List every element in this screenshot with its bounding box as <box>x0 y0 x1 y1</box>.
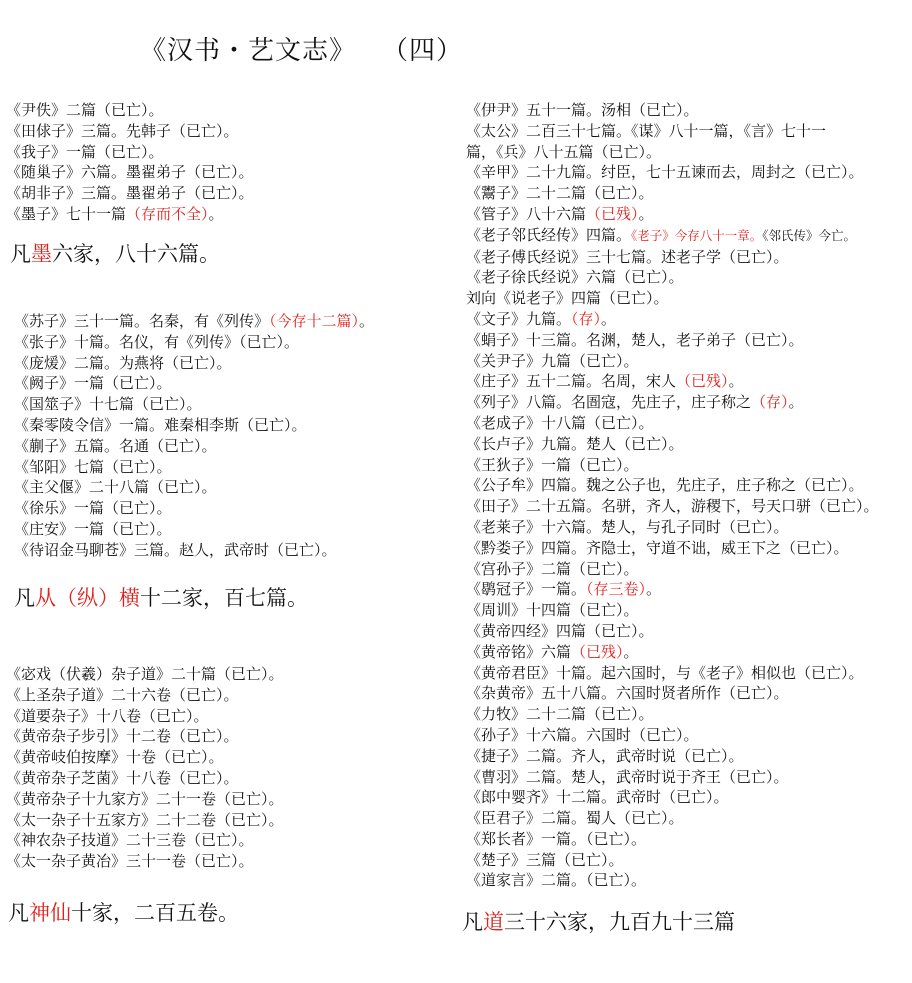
text-segment: 《老子傅氏经说》三十七篇。述老子学（已亡）。 <box>466 247 789 266</box>
entry-line <box>14 540 374 561</box>
entry-line <box>466 162 879 183</box>
text-segment: 《黄帝杂子芝菌》十八卷（已亡）。 <box>6 768 239 787</box>
text-segment: 《郎中婴齐》十二篇。武帝时（已亡）。 <box>466 788 729 807</box>
text-segment: 《黄帝君臣》十篇。起六国时，与《老子》相似也（已亡）。 <box>466 663 864 682</box>
text-segment: 《胡非子》三篇。墨翟弟子（已亡）。 <box>6 184 254 203</box>
text-segment: 《关尹子》九篇（已亡）。 <box>466 351 639 370</box>
text-segment: 《邻氏传》今亡。 <box>762 227 857 243</box>
text-segment: 。 <box>623 642 639 661</box>
text-segment: 《我子》一篇（已亡）。 <box>6 142 164 161</box>
text-segment: 《王狄子》一篇（已亡）。 <box>466 455 639 474</box>
text-segment: 。 <box>359 312 375 330</box>
entry-line <box>466 621 879 642</box>
summary-shenxian <box>8 897 239 927</box>
entry-line <box>466 100 879 121</box>
text-segment: 《黄帝杂子步引》十二卷（已亡）。 <box>6 727 239 746</box>
entry-line <box>466 538 879 559</box>
entry-line <box>466 496 879 517</box>
entry-line <box>466 392 879 413</box>
entry-list <box>14 311 374 561</box>
entry-line <box>6 830 284 851</box>
summary-dao <box>462 906 735 936</box>
highlight-text: 道 <box>483 910 504 934</box>
entry-line <box>466 330 879 351</box>
text-segment: 《伊尹》五十一篇。汤相（已亡）。 <box>466 101 699 119</box>
entry-line <box>6 142 254 163</box>
highlight-text: 神仙 <box>29 901 71 925</box>
text-segment: 凡 <box>14 586 35 610</box>
entry-line <box>466 683 879 704</box>
entry-line <box>466 204 879 225</box>
text-segment: 《田子》二十五篇。名骈，齐人，游稷下，号天口骈（已亡）。 <box>466 497 879 516</box>
entry-line <box>6 121 254 142</box>
highlight-text: 《老子》今存八十一章。 <box>631 227 763 243</box>
entry-line <box>466 309 879 330</box>
entry-line <box>6 706 284 727</box>
entry-list <box>466 100 879 891</box>
text-segment: 《庄安》一篇（已亡）。 <box>14 519 172 538</box>
highlight-text: （已残） <box>586 204 639 223</box>
text-segment: 《郑长者》一篇。（已亡）。 <box>466 829 647 848</box>
summary-mo <box>10 238 220 268</box>
text-segment: 《宓戏（伏羲）杂子道》二十篇（已亡）。 <box>6 665 284 683</box>
entry-line <box>466 288 879 309</box>
entry-line <box>6 162 254 183</box>
text-segment: 《上圣杂子道》二十六卷（已亡）。 <box>6 685 239 704</box>
text-segment: 《孙子》十六篇。六国时（已亡）。 <box>466 725 699 744</box>
entry-line <box>466 600 879 621</box>
entry-line <box>14 457 374 478</box>
entry-line <box>466 121 879 142</box>
text-segment: 。 <box>208 204 224 223</box>
text-segment: 《太一杂子黄冶》三十一卷（已亡）。 <box>6 852 254 871</box>
text-segment: 《臣君子》二篇。蜀人（已亡）。 <box>466 809 684 828</box>
highlight-text: （存） <box>751 393 789 412</box>
text-segment: 《庞煖》二篇。为燕将（已亡）。 <box>14 353 232 372</box>
entry-line <box>14 311 374 332</box>
text-segment: 凡 <box>8 901 29 925</box>
section-mo <box>6 100 254 225</box>
entry-list <box>6 100 254 225</box>
entry-line <box>466 267 879 288</box>
text-segment: 《楚子》三篇（已亡）。 <box>466 850 624 869</box>
text-segment: 《神农杂子技道》二十三卷（已亡）。 <box>6 831 254 850</box>
highlight-text: （存） <box>571 309 602 328</box>
text-segment: 。 <box>788 393 804 412</box>
entry-line <box>466 455 879 476</box>
text-segment: 十家，二百五卷。 <box>71 901 239 925</box>
text-segment: 《列子》八篇。名圄寇，先庄子，庄子称之 <box>466 393 752 412</box>
highlight-text: （存而不全） <box>126 204 209 223</box>
text-segment: 《杂黄帝》五十八篇。六国时贤者所作（已亡）。 <box>466 684 789 703</box>
text-segment: 《邹阳》七篇（已亡）。 <box>14 457 172 476</box>
text-segment: 《力牧》二十二篇（已亡）。 <box>466 705 654 724</box>
entry-line <box>466 183 879 204</box>
text-segment: 《宫孙子》二篇（已亡）。 <box>466 559 639 578</box>
text-segment: 《公子牟》四篇。魏之公子也，先庄子，庄子称之（已亡）。 <box>466 476 864 495</box>
entry-line <box>14 332 374 353</box>
entry-line <box>466 475 879 496</box>
highlight-text: （已残） <box>571 642 624 661</box>
text-segment: 。 <box>728 372 744 391</box>
entry-line <box>466 870 879 891</box>
highlight-text: 墨 <box>31 242 52 266</box>
text-segment: 凡 <box>462 910 483 934</box>
entry-line <box>14 373 374 394</box>
text-segment: 《鹖冠子》一篇。 <box>466 580 587 599</box>
section-shenxian <box>6 664 284 872</box>
entry-line <box>14 477 374 498</box>
section-zongheng <box>14 311 374 561</box>
text-segment: 刘向《说老子》四篇（已亡）。 <box>466 289 669 308</box>
entry-line <box>466 808 879 829</box>
text-segment: 《阙子》一篇（已亡）。 <box>14 374 172 393</box>
entry-line <box>6 726 284 747</box>
entry-line <box>466 829 879 850</box>
entry-line <box>6 204 254 225</box>
entry-line <box>466 746 879 767</box>
text-segment: 三十六家，九百九十三篇 <box>504 910 735 934</box>
entry-line <box>466 413 879 434</box>
entry-line <box>14 353 374 374</box>
text-segment: 。 <box>601 309 617 328</box>
entry-line <box>466 517 879 538</box>
entry-line <box>466 787 879 808</box>
text-segment: 《尹佚》二篇（已亡）。 <box>6 101 164 119</box>
entry-line <box>466 247 879 268</box>
section-dao <box>466 100 879 891</box>
text-segment: 《黄帝四经》四篇（已亡）。 <box>466 621 654 640</box>
entry-line <box>466 434 879 455</box>
entry-line <box>466 767 879 788</box>
text-segment: 六家，八十六篇。 <box>52 242 220 266</box>
text-segment: 《太公》二百三十七篇。《谋》八十一篇，《言》七十一 <box>466 121 827 140</box>
text-segment: 《秦零陵令信》一篇。难秦相李斯（已亡）。 <box>14 415 307 434</box>
entry-line <box>6 685 284 706</box>
text-segment: 《国筮子》十七篇（已亡）。 <box>14 395 202 414</box>
text-segment: 《长卢子》九篇。楚人（已亡）。 <box>466 434 684 453</box>
text-segment: 。 <box>638 204 654 223</box>
text-segment: 《黄帝铭》六篇 <box>466 642 572 661</box>
text-segment: 《曹羽》二篇。楚人，武帝时说于齐王（已亡）。 <box>466 767 789 786</box>
entry-line <box>466 579 879 600</box>
text-segment: 凡 <box>10 242 31 266</box>
entry-line <box>14 394 374 415</box>
title-suffix: （四） <box>382 36 464 66</box>
text-segment: 《道要杂子》十八卷（已亡）。 <box>6 706 209 725</box>
entry-line <box>6 664 284 685</box>
page-title <box>140 30 463 67</box>
entry-line <box>6 100 254 121</box>
entry-line <box>466 704 879 725</box>
text-segment: 篇，《兵》八十五篇（已亡）。 <box>466 142 662 161</box>
text-segment: 《黔娄子》四篇。齐隐士，守道不诎，威王下之（已亡）。 <box>466 538 849 557</box>
text-segment: 《辛甲》二十九篇。纣臣，七十五谏而去，周封之（已亡）。 <box>466 163 864 182</box>
text-segment: 《道家言》二篇。（已亡）。 <box>466 871 647 890</box>
text-segment: 《老子徐氏经说》六篇（已亡）。 <box>466 268 684 287</box>
text-segment: 《太一杂子十五家方》二十二卷（已亡）。 <box>6 810 284 829</box>
entry-line <box>14 415 374 436</box>
entry-line <box>6 183 254 204</box>
entry-line <box>466 225 879 247</box>
text-segment: 《黄帝岐伯按摩》十卷（已亡）。 <box>6 748 224 767</box>
entry-line <box>6 768 284 789</box>
entry-line <box>6 810 284 831</box>
entry-line <box>14 436 374 457</box>
entry-list <box>6 664 284 872</box>
highlight-text: （今存十二篇） <box>269 312 360 330</box>
entry-line <box>466 850 879 871</box>
text-segment: 《老莱子》十六篇。楚人，与孔子同时（已亡）。 <box>466 517 789 536</box>
text-segment: 《周训》十四篇（已亡）。 <box>466 601 639 620</box>
text-segment: 《蒯子》五篇。名通（已亡）。 <box>14 436 217 455</box>
entry-line <box>466 559 879 580</box>
title-main: 《汉书・艺文志》 <box>140 36 357 66</box>
text-segment: 《老成子》十八篇（已亡）。 <box>466 413 654 432</box>
entry-line <box>14 519 374 540</box>
highlight-text: （已残） <box>676 372 729 391</box>
text-segment: 《随巢子》六篇。墨翟弟子（已亡）。 <box>6 163 254 182</box>
entry-line <box>466 642 879 663</box>
text-segment: 《管子》八十六篇 <box>466 204 587 223</box>
text-segment: 《老子邻氏经传》四篇。 <box>466 225 632 244</box>
entry-line <box>6 851 284 872</box>
text-segment: 《蜎子》十三篇。名渊，楚人，老子弟子（已亡）。 <box>466 330 804 349</box>
entry-line <box>466 725 879 746</box>
entry-line <box>466 371 879 392</box>
entry-line <box>466 142 879 163</box>
entry-line <box>6 747 284 768</box>
text-segment: 《捷子》二篇。齐人，武帝时说（已亡）。 <box>466 746 744 765</box>
text-segment: 《文子》九篇。 <box>466 309 572 328</box>
text-segment: 《鬻子》二十二篇（已亡）。 <box>466 184 654 203</box>
text-segment: 《张子》十篇。名仪，有《列传》（已亡）。 <box>14 332 300 351</box>
text-segment: 。 <box>646 580 662 599</box>
highlight-text: 从（纵）横 <box>35 586 140 610</box>
highlight-text: （存三卷） <box>586 580 647 599</box>
text-segment: 《田俅子》三篇。先韩子（已亡）。 <box>6 121 239 140</box>
text-segment: 《徐乐》一篇（已亡）。 <box>14 499 172 518</box>
text-segment: 《黄帝杂子十九家方》二十一卷（已亡）。 <box>6 789 284 808</box>
text-segment: 《苏子》三十一篇。名秦，有《列传》 <box>14 312 270 330</box>
summary-zongheng <box>14 582 308 612</box>
text-segment: 《庄子》五十二篇。名周，宋人 <box>466 372 677 391</box>
text-segment: 《待诏金马聊苍》三篇。赵人，武帝时（已亡）。 <box>14 540 337 559</box>
text-segment: 《主父偃》二十八篇（已亡）。 <box>14 478 217 497</box>
entry-line <box>14 498 374 519</box>
text-segment: 十二家，百七篇。 <box>140 586 308 610</box>
entry-line <box>466 663 879 684</box>
entry-line <box>6 789 284 810</box>
entry-line <box>466 351 879 372</box>
text-segment: 《墨子》七十一篇 <box>6 204 127 223</box>
